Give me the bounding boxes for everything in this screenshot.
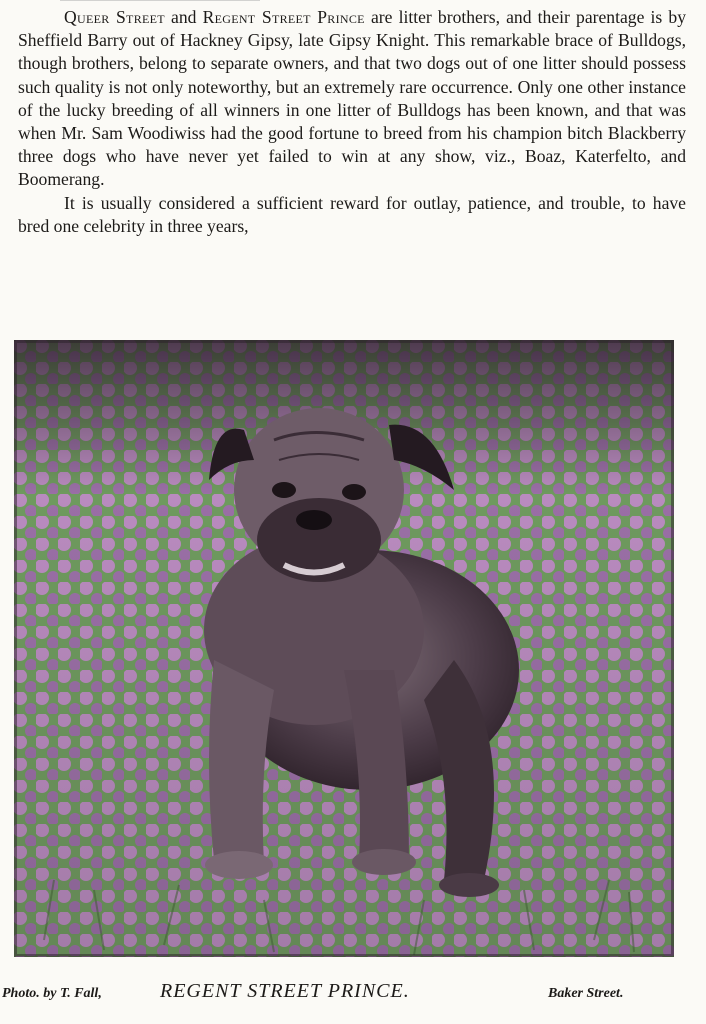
photo-illustration bbox=[14, 340, 674, 957]
dog-name-queer-street: Queer Street bbox=[64, 7, 165, 27]
photo-caption bbox=[0, 980, 706, 1010]
bulldog-photograph bbox=[14, 340, 674, 957]
photo-title: REGENT STREET PRINCE. bbox=[160, 980, 410, 1002]
dog-name-regent-street-prince: Regent Street Prince bbox=[202, 7, 365, 27]
paragraph-2: It is usually considered a sufficient reward for outlay, patience, and trouble, to have bred one celebrity in three years, bbox=[18, 192, 686, 236]
photo-credit: Photo. by T. Fall, bbox=[2, 986, 102, 1001]
cropped-top-line bbox=[60, 0, 260, 1]
article-body bbox=[18, 6, 686, 238]
conjunction: and bbox=[164, 7, 203, 27]
photo-location: Baker Street. bbox=[548, 986, 624, 1001]
paragraph-1 bbox=[18, 6, 686, 192]
paragraph-1-text: are litter brothers, and their parentage is by Sheffield Barry out of Hackney Gipsy, late Gipsy Knight. This remarkable brace of Bulldogs, though brothers, belong to separate owners, and that two dogs out of one litter should possess such quality is not only noteworthy, but an extremely rare occurrence. Only one other instance of the lucky breeding of all winners in one litter of Bulldogs has been known, and that was when Mr. Sam Woodiwiss had the good fortune to breed from his champion bitch Blackberry three dogs who have never yet failed to win at any show, viz., Boaz, Katerfelto, and Boomerang. bbox=[18, 7, 687, 190]
